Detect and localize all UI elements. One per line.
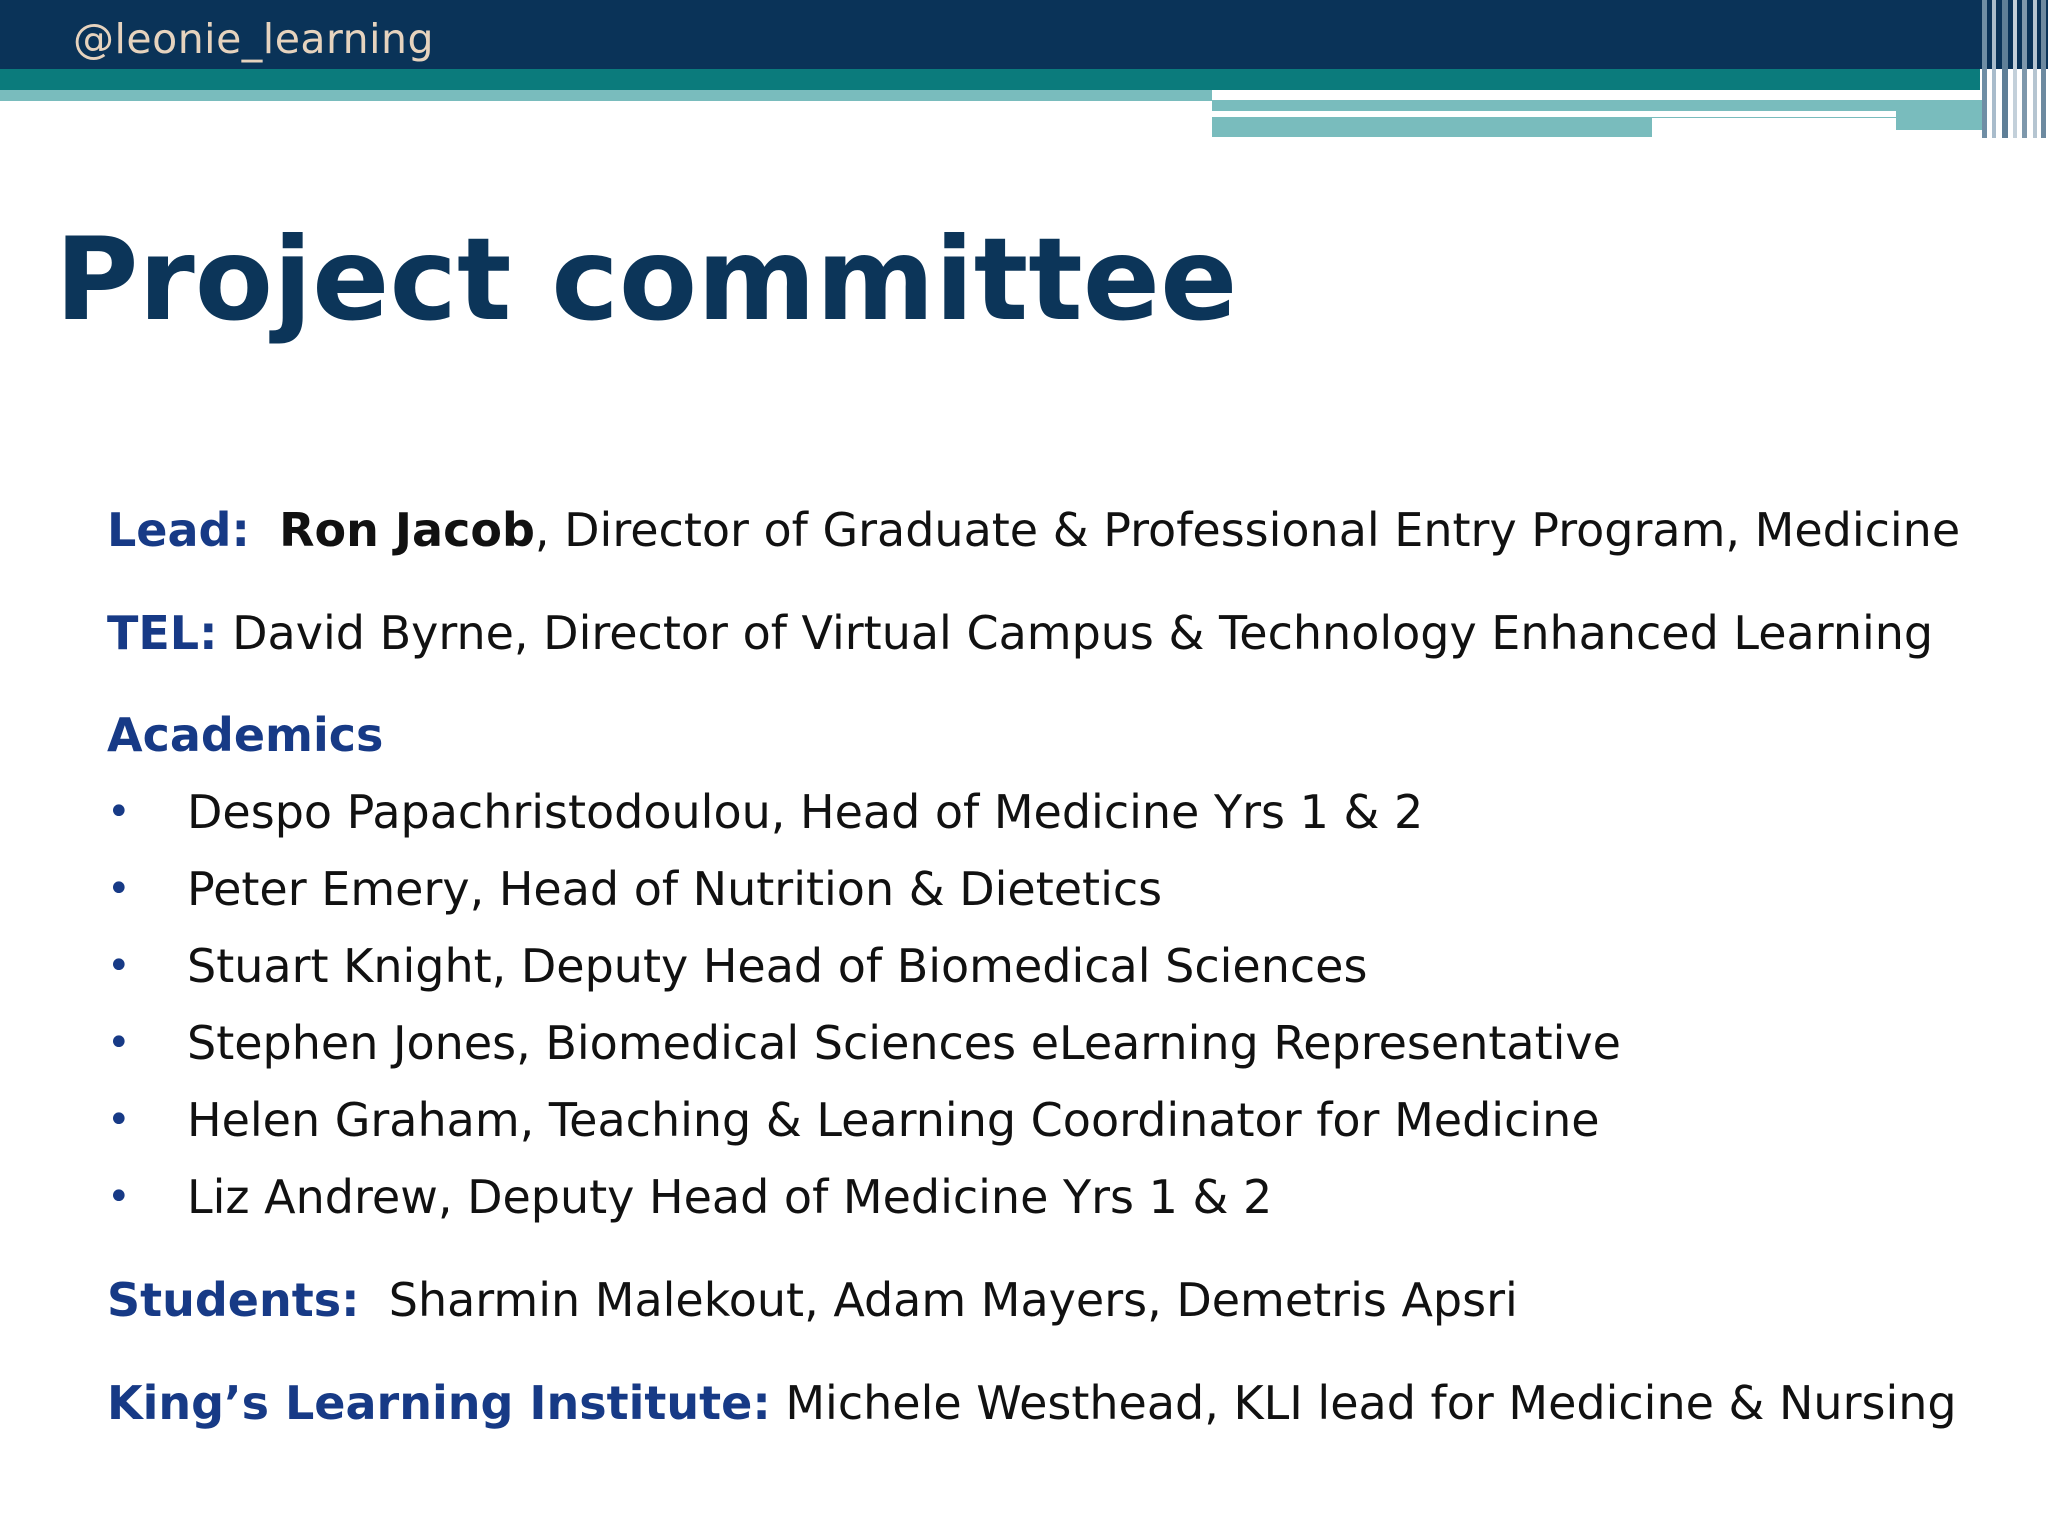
- list-item-text: Stephen Jones, Biomedical Sciences eLearning Representative: [187, 1016, 1621, 1070]
- kli-label: King’s Learning Institute:: [107, 1376, 771, 1430]
- tel-label: TEL:: [107, 606, 218, 660]
- lead-role: , Director of Graduate & Professional Entry Program, Medicine: [534, 503, 1961, 557]
- academics-heading: [107, 705, 383, 765]
- header-teal-stripe: [0, 69, 1980, 90]
- students-label: Students:: [107, 1273, 360, 1327]
- academics-label: Academics: [107, 708, 384, 762]
- corner-stripe: [2041, 0, 2046, 138]
- bullet-icon: •: [107, 1174, 131, 1220]
- corner-stripes: [1980, 0, 2048, 138]
- corner-stripe: [1992, 0, 1996, 138]
- corner-stripe: [2002, 0, 2008, 138]
- corner-stripe: [2022, 0, 2027, 138]
- bullet-icon: •: [107, 943, 131, 989]
- kli-line: [107, 1373, 1957, 1433]
- list-item-text: Helen Graham, Teaching & Learning Coordinator for Medicine: [187, 1093, 1600, 1147]
- kli-text: Michele Westhead, KLI lead for Medicine & Nursing: [785, 1376, 1957, 1430]
- tel-line: [107, 603, 1933, 663]
- corner-stripe: [1982, 0, 1987, 138]
- lead-label: Lead:: [107, 503, 250, 557]
- header-light-stripe-bottom: [1212, 117, 1652, 137]
- bullet-icon: •: [107, 789, 131, 835]
- list-item-text: Liz Andrew, Deputy Head of Medicine Yrs 1 & 2: [187, 1170, 1273, 1224]
- bullet-icon: •: [107, 866, 131, 912]
- tel-text: David Byrne, Director of Virtual Campus & Technology Enhanced Learning: [232, 606, 1934, 660]
- corner-stripe: [2033, 0, 2037, 138]
- slide-title: Project committee: [55, 213, 1238, 346]
- twitter-handle: @leonie_learning: [73, 15, 435, 63]
- header-light-stripe-corner: [1896, 100, 1986, 130]
- list-item-text: Stuart Knight, Deputy Head of Biomedical Sciences: [187, 939, 1368, 993]
- list-item-text: Despo Papachristodoulou, Head of Medicine Yrs 1 & 2: [187, 785, 1424, 839]
- bullet-icon: •: [107, 1097, 131, 1143]
- lead-name: Ron Jacob: [279, 503, 535, 557]
- lead-line: [107, 500, 1960, 560]
- corner-stripe: [2013, 0, 2017, 138]
- bullet-icon: •: [107, 1020, 131, 1066]
- header-light-stripe-left: [0, 90, 1212, 101]
- students-line: [107, 1270, 1518, 1330]
- students-text: Sharmin Malekout, Adam Mayers, Demetris Apsri: [388, 1273, 1518, 1327]
- list-item-text: Peter Emery, Head of Nutrition & Dietetics: [187, 862, 1163, 916]
